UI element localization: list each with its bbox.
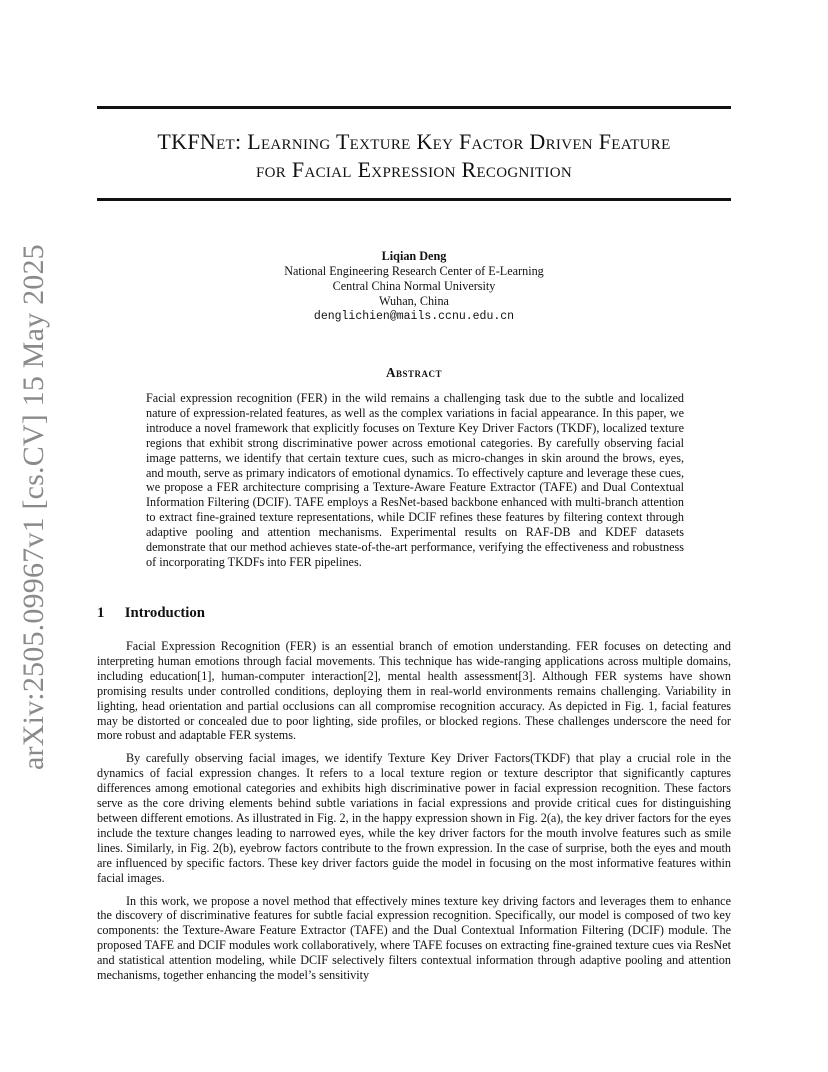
section-title: Introduction xyxy=(124,605,206,621)
section-heading xyxy=(97,605,205,622)
body-paragraph: In this work, we propose a novel method that effectively mines texture key driving factors and leverages them to enhance the discovery of discriminative features for subtle facial expression recognition. Specifically, our model is composed of two key components: the Texture-Aware Feature Extractor (TAFE) and the Dual Contextual Information Filtering (DCIF) module. The proposed TAFE and DCIF modules work collaboratively, where TAFE focuses on extracting fine-grained texture cues via ResNet and statistical attention modeling, while DCIF selectively filters contextual information through adaptive pooling and attention mechanisms, together enhancing the model’s sensitivity xyxy=(97,893,731,983)
body-text xyxy=(97,639,731,991)
paper-title-line-2: for Facial Expression Recognition xyxy=(256,157,572,182)
author-block xyxy=(180,249,648,324)
title-top-rule xyxy=(97,106,731,109)
body-paragraph: By carefully observing facial images, we identify Texture Key Driver Factors(TKDF) that play a crucial role in the dynamics of facial expression changes. It refers to a local texture region or texture descriptor that significantly captures differences among emotional categories and exhibits high discriminative power in facial expression recognition. These factors serve as the core driving elements behind subtle variations in facial expressions and provide critical cues for distinguishing between different emotions. As illustrated in Fig. 2, in the happy expression shown in Fig. 2(a), the key driver factors for the eyes include the texture changes leading to narrowed eyes, while the key driver factors for the mouth involve features such as smile lines. Similarly, in Fig. 2(b), eyebrow factors contribute to the frown expression. In the case of surprise, both the eyes and mouth are influenced by specific factors. These key driver factors guide the model in focusing on the most informative features within facial images. xyxy=(97,751,731,885)
abstract-text: Facial expression recognition (FER) in the wild remains a challenging task due to the subtle and localized nature of expression-related features, as well as the complex variations in facial appearance. In this paper, we introduce a novel framework that explicitly focuses on Texture Key Driver Factors (TKDF), localized texture regions that exhibit strong discriminative power across emotional categories. By carefully observing facial image patterns, we identify that certain texture cues, such as micro-changes in skin around the brows, eyes, and mouth, serve as primary indicators of emotional dynamics. To effectively capture and leverage these cues, we propose a FER architecture comprising a Texture-Aware Feature Extractor (TAFE) and Dual Contextual Information Filtering (DCIF). TAFE employs a ResNet-based backbone enhanced with multi-branch attention to extract fine-grained texture representations, while DCIF refines these features by filtering context through adaptive pooling and attention mechanisms. Experimental results on RAF-DB and KDEF datasets demonstrate that our method achieves state-of-the-art performance, verifying the effectiveness and robustness of incorporating TKDFs into FER pipelines. xyxy=(146,391,684,569)
author-affiliation-1: National Engineering Research Center of E-Learning xyxy=(284,264,544,278)
author-affiliation-2: Central China Normal University xyxy=(332,279,496,293)
body-paragraph: Facial Expression Recognition (FER) is an essential branch of emotion understanding. FER focuses on detecting and interpreting human emotions through facial movements. This technique has wide-ranging applications across multiple domains, including education[1], human-computer interaction[2], mental health assessment[3]. Although FER systems have shown promising results under controlled conditions, deploying them in real-world environments remains challenging. Variability in lighting, head orientation and partial occlusions can all compromise recognition accuracy. As depicted in Fig. 1, facial features may be distorted or concealed due to poor lighting, side profiles, or blocked regions. These challenges underscore the need for more robust and adaptable FER systems. xyxy=(97,639,731,743)
title-bottom-rule xyxy=(97,198,731,201)
paper-title xyxy=(97,128,731,184)
arxiv-identifier-stamp: arXiv:2505.09967v1 [cs.CV] 15 May 2025 xyxy=(17,244,50,770)
section-number: 1 xyxy=(97,605,105,621)
author-location: Wuhan, China xyxy=(379,294,449,308)
author-name: Liqian Deng xyxy=(381,249,447,263)
paper-title-line-1: TKFNet: Learning Texture Key Factor Driven Feature xyxy=(157,129,671,154)
author-email: denglichien@mails.ccnu.edu.cn xyxy=(313,310,515,323)
abstract-heading: Abstract xyxy=(385,365,443,380)
